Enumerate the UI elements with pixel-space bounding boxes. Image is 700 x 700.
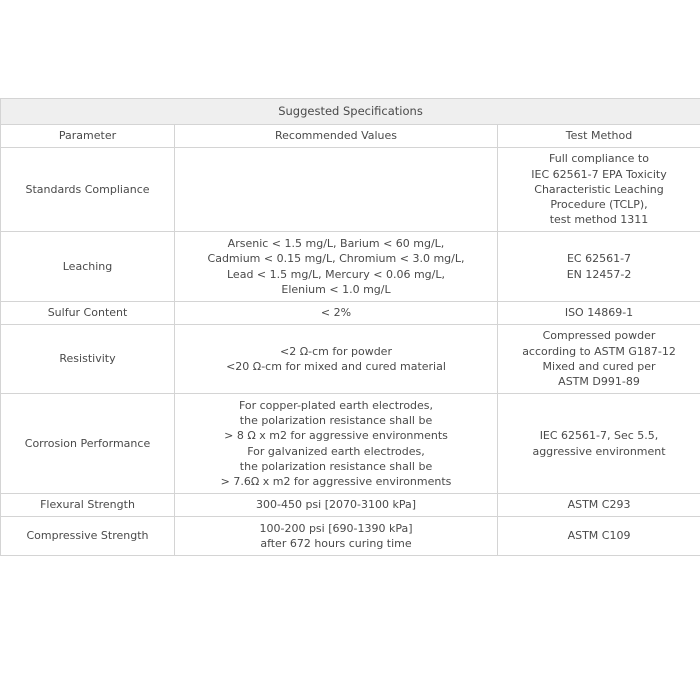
method-cell: [498, 394, 700, 494]
table-header-row: [1, 125, 700, 148]
method-cell: [498, 517, 700, 556]
value-line: Cadmium < 0.15 mg/L, Chromium < 3.0 mg/L,: [207, 252, 465, 266]
table-row-standards-compliance: [1, 148, 700, 232]
method-line: IEC 62561-7, Sec 5.5,: [539, 429, 659, 443]
method-line: Compressed powder: [542, 329, 656, 343]
method-cell: [498, 148, 700, 232]
table-row-sulfur-content: [1, 302, 700, 325]
parameter-cell: Corrosion Performance: [1, 394, 175, 494]
value-line: For galvanized earth electrodes,: [247, 444, 425, 458]
value-line: Lead < 1.5 mg/L, Mercury < 0.06 mg/L,: [227, 267, 445, 281]
values-cell: [175, 394, 498, 494]
table-row-flexural-strength: [1, 494, 700, 517]
method-line: EN 12457-2: [566, 267, 632, 281]
table-title-row: [1, 99, 700, 125]
value-line: the polarization resistance shall be: [239, 413, 433, 427]
value-line: > 8 Ω x m2 for aggressive environments: [224, 429, 448, 443]
values-cell: [175, 148, 498, 232]
value-line: <20 Ω-cm for mixed and cured material: [226, 360, 446, 373]
table-row-resistivity: [1, 325, 700, 394]
parameter-cell: Standards Compliance: [1, 148, 175, 232]
parameter-cell: Sulfur Content: [1, 302, 175, 325]
value-line: the polarization resistance shall be: [239, 459, 433, 473]
method-line: according to ASTM G187-12: [522, 344, 676, 358]
parameter-cell: Leaching: [1, 232, 175, 302]
table-row-corrosion-performance: [1, 394, 700, 494]
column-header-test-method: Test Method: [498, 125, 700, 148]
values-cell: [175, 302, 498, 325]
table-row-leaching: [1, 232, 700, 302]
value-line: 100-200 psi [690-1390 kPa]: [259, 521, 413, 535]
method-line: Full compliance to: [549, 152, 649, 166]
method-cell: [498, 232, 700, 302]
method-cell: [498, 494, 700, 517]
value-line: < 2%: [320, 306, 352, 320]
method-line: Mixed and cured per: [542, 360, 656, 373]
value-line: Elenium < 1.0 mg/L: [281, 282, 391, 296]
value-line: 300-450 psi [2070-3100 kPa]: [255, 498, 416, 512]
value-line: For copper-plated earth electrodes,: [238, 398, 434, 412]
method-line: EC 62561-7: [566, 252, 632, 266]
method-line: Procedure (TCLP),: [550, 198, 648, 212]
column-header-parameter: Parameter: [1, 125, 175, 148]
method-line: aggressive environment: [532, 444, 666, 458]
values-cell: [175, 517, 498, 556]
values-cell: [175, 494, 498, 517]
method-line: ASTM C293: [567, 498, 631, 512]
method-cell: [498, 302, 700, 325]
specifications-table: [0, 98, 700, 556]
table-title: Suggested Specifications: [1, 99, 700, 125]
method-line: ASTM D991-89: [558, 375, 640, 389]
value-line: Arsenic < 1.5 mg/L, Barium < 60 mg/L,: [227, 236, 445, 250]
value-line: > 7.6Ω x m2 for aggressive environments: [220, 475, 452, 489]
values-cell: [175, 325, 498, 394]
column-header-recommended-values: Recommended Values: [175, 125, 498, 148]
parameter-cell: Compressive Strength: [1, 517, 175, 556]
values-cell: [175, 232, 498, 302]
table-row-compressive-strength: [1, 517, 700, 556]
method-line: ASTM C109: [567, 529, 631, 543]
method-line: Characteristic Leaching: [534, 182, 664, 196]
parameter-cell: Resistivity: [1, 325, 175, 394]
value-line: <2 Ω-cm for powder: [280, 344, 392, 358]
method-line: test method 1311: [549, 213, 649, 227]
value-line: after 672 hours curing time: [260, 537, 412, 550]
method-line: ISO 14869-1: [564, 306, 634, 320]
method-line: IEC 62561-7 EPA Toxicity: [531, 167, 667, 181]
method-cell: [498, 325, 700, 394]
parameter-cell: Flexural Strength: [1, 494, 175, 517]
